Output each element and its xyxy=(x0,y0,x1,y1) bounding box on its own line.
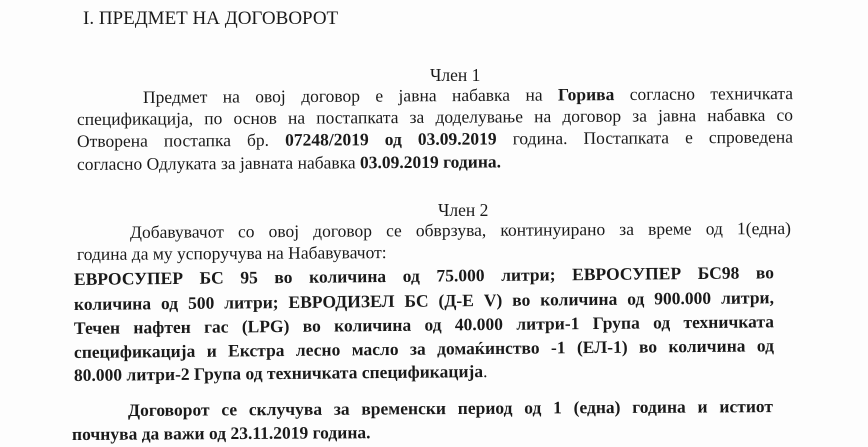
procedure-number: 07248/2019 од 03.09.2019 xyxy=(285,128,497,150)
article-2-bold-line-1: ЕВРОСУПЕР БС 95 во количина од 75.000 литри; ЕВРОСУПЕР БС98 во xyxy=(73,262,775,289)
article-1-line-3 xyxy=(77,126,793,152)
article-1-line-4 xyxy=(77,150,501,175)
fuels-term: Горива xyxy=(557,84,615,105)
article-1-line-3-text-c: година. Постапката е спроведена xyxy=(496,126,794,149)
article-1-line-3-text-a: Отворена постапка бр. xyxy=(76,129,286,151)
article-2-line-1: Добавувачот со овој договор се обврзува, континуирано за време од 1(една) xyxy=(129,217,792,242)
article-1-heading: Член 1 xyxy=(430,65,481,85)
article-2-bold-line-4: спецификација и Екстра лесно масло за домаќинство -1 (ЕЛ-1) во количина од xyxy=(73,335,775,362)
decision-date: 03.09.2019 година. xyxy=(359,151,502,173)
article-1-line-2: спецификација, по основ на постапката за доделување на договор за јавна набавка со xyxy=(76,104,794,129)
article-2-bold-line-5-text: 80.000 литри-2 Група од техничката спецификација xyxy=(73,361,484,385)
article-1-line-4-text-a: согласно Одлуката за јавната набавка xyxy=(76,152,361,174)
article-2-line-2: година да му успоручува на Набавувачот: xyxy=(76,242,387,264)
article-1-line-1-text-a: Предмет на овој договор е јавна набавка на xyxy=(142,84,559,107)
article-2-line-5-period: . xyxy=(482,361,488,382)
article-2-bold-line-2: количина од 500 литри; ЕВРОДИЗЕЛ БС (Д-Е V) во количина од 900.000 литри, xyxy=(73,287,775,314)
section-title: I. ПРЕДМЕТ НА ДОГОВОРОТ xyxy=(83,8,339,29)
article-2-heading: Член 2 xyxy=(438,200,489,220)
article-2-bold-line-5 xyxy=(74,360,488,386)
article-2-bold-line-3: Течен нафтен гас (LPG) во количина од 40.000 литри-1 Група од техничката xyxy=(73,311,775,338)
term-line-1: Договорот се склучува за временски период од 1 (една) година и истиот xyxy=(127,396,774,420)
term-line-2: почнува да важи од 23.11.2019 година. xyxy=(71,422,371,444)
article-1-line-1-text-c: согласно техничката xyxy=(614,83,794,105)
